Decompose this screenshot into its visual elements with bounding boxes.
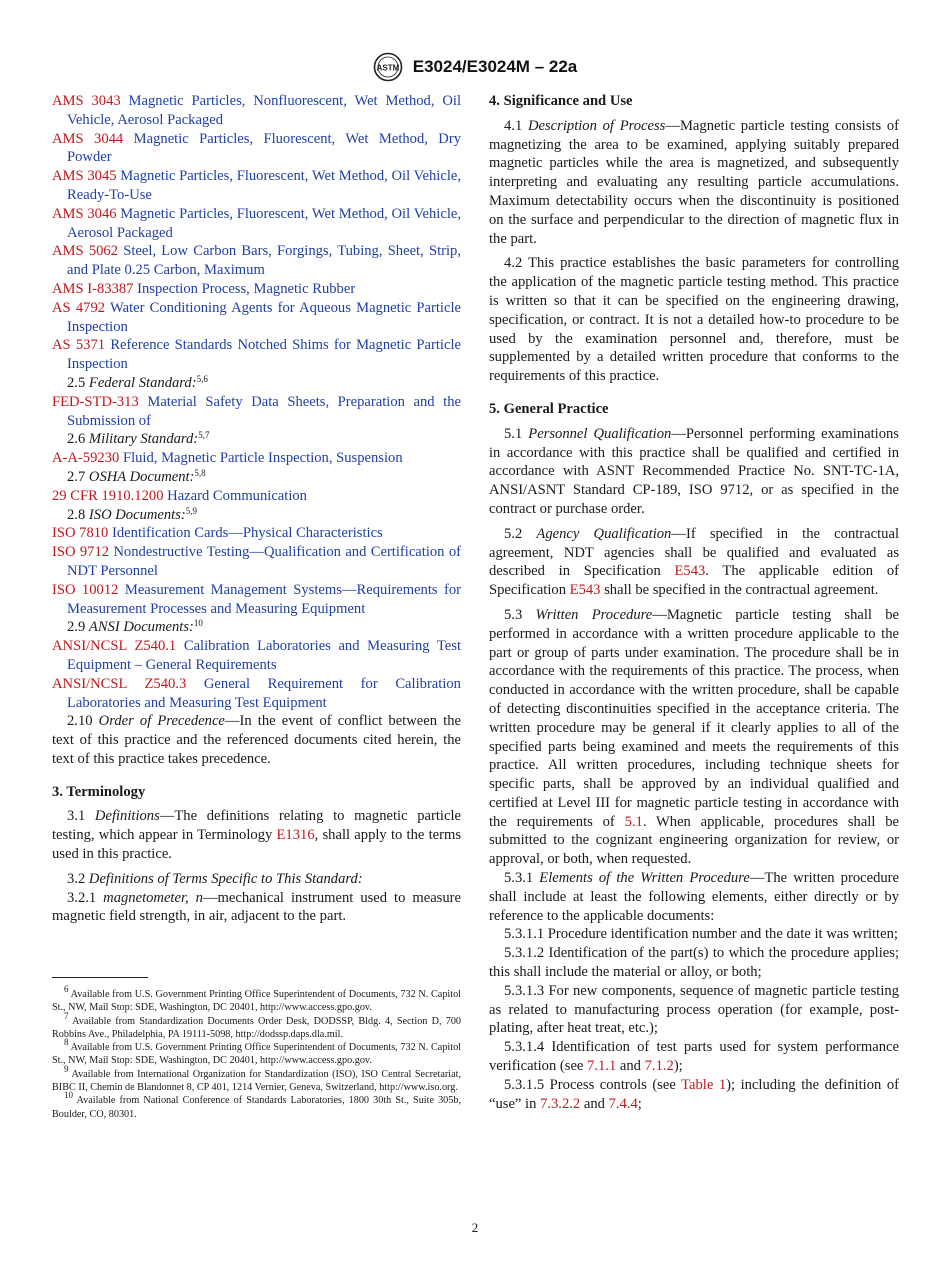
section-number: 2.6 <box>67 431 86 448</box>
cross-reference-link[interactable]: E543 <box>674 563 706 580</box>
subsection-title: Federal Standard: <box>88 374 197 391</box>
paragraph-text: shall be specified in the contractual agreement. <box>600 582 879 599</box>
reference-title[interactable]: Inspection Process, Magnetic Rubber <box>137 280 356 297</box>
reference-item <box>52 280 461 299</box>
footnote-number: 8 <box>64 1037 69 1048</box>
reference-code[interactable]: ANSI/NCSL Z540.3 <box>52 675 187 692</box>
paragraph-text: —If specified in the contractual agreement, NDT agencies shall be qualified and evaluated as described in Specification <box>489 525 899 580</box>
section-number: 2.7 <box>67 468 86 485</box>
paragraph-text: —Magnetic particle testing consists of magnetizing the area to be examined, applying suitably prepared magnetic particles while the area is magnetized, and subsequently interpreting and evaluating any resulting particle accumulations. Maximum detectability occurs when the discontinuity is positioned on the surface and perpendicular to the direction of magnetic flux in the part. <box>489 117 900 247</box>
footnote <box>52 1037 462 1068</box>
reference-code[interactable]: AMS 3046 <box>52 205 117 222</box>
paragraph-title: Written Procedure <box>535 606 653 623</box>
paragraph-2-10 <box>52 712 461 768</box>
reference-code[interactable]: FED-STD-313 <box>52 393 139 410</box>
footnote <box>52 984 462 1015</box>
cross-reference-link[interactable]: 7.1.2 <box>644 1058 674 1075</box>
footnote-marker: 5,9 <box>185 505 198 516</box>
reference-title[interactable]: Magnetic Particles, Fluorescent, Wet Method, Oil Vehicle, Aerosol Packaged <box>67 205 462 241</box>
astm-logo-text: ASTM <box>376 63 400 73</box>
paragraph-5-1 <box>489 425 899 519</box>
subsection-title: Military Standard: <box>88 431 199 448</box>
reference-title[interactable]: Hazard Communication <box>167 487 307 504</box>
reference-item <box>52 581 461 619</box>
reference-title[interactable]: Identification Cards—Physical Characteristics <box>112 525 383 542</box>
paragraph-text: —Magnetic particle testing shall be performed in accordance with a written procedure applicable to the part or group of parts under examination. The procedure shall be in accordance with the requirements of this practice. The process, when conducted in accordance with the written procedure, shall be capable of detecting discontinuities specified in the acceptance criteria. The written procedure may be general if it clearly applies to all of the specified parts being examined and meets the requirements of this practice. All written procedures, including technique sheets for specific parts, shall be approved by an individual qualified and certified at Level III for magnetic particle testing in accordance with the requirements of <box>489 606 899 830</box>
reference-title[interactable]: Reference Standards Notched Shims for Magnetic Particle Inspection <box>67 337 461 373</box>
footnote-number: 7 <box>64 1010 69 1021</box>
standard-designation: E3024/E3024M – 22a <box>412 57 578 76</box>
paragraph-title: Order of Precedence <box>98 713 225 730</box>
footnote-marker: 5,8 <box>194 467 206 478</box>
cross-reference-link[interactable]: 5.1 <box>624 813 643 830</box>
paragraph-text: . When applicable, procedures shall be submitted to the cognizant engineering organization for review, or approval, or both, when requested. <box>489 813 899 868</box>
reference-title[interactable]: Water Conditioning Agents for Aqueous Magnetic Particle Inspection <box>67 299 461 335</box>
paragraph-4-1 <box>489 117 899 249</box>
section-number: 2.9 <box>67 619 86 636</box>
reference-item <box>52 675 461 713</box>
subsection-title: ANSI Documents: <box>88 619 194 636</box>
defined-term: magnetometer, n <box>103 889 203 906</box>
footnote-marker: 5,6 <box>196 373 208 384</box>
paragraph-text: ); including the definition of “use” in <box>489 1076 899 1112</box>
paragraph-5-2 <box>489 525 899 600</box>
reference-code[interactable]: AS 4792 <box>52 299 106 316</box>
reference-item <box>52 92 461 130</box>
footnote-marker: 10 <box>193 618 203 629</box>
reference-item <box>52 130 461 168</box>
cross-reference-link[interactable]: E1316 <box>276 827 315 844</box>
section-number: 3.2 <box>67 870 86 887</box>
section-number: 5.2 <box>504 525 523 542</box>
paragraph-text: Procedure identification number and the date it was written; <box>547 926 898 943</box>
paragraph-text: , shall apply to the terms used in this practice. <box>52 827 461 863</box>
reference-title[interactable]: Material Safety Data Sheets, Preparation and the Submission of <box>67 393 461 429</box>
paragraph-5-3-1-3 <box>489 982 899 1038</box>
reference-code[interactable]: AMS 3043 <box>52 93 121 109</box>
cross-reference-link[interactable]: Table 1 <box>681 1076 727 1093</box>
section-number: 5.3.1.5 <box>504 1076 545 1093</box>
section-number: 2.8 <box>67 506 86 523</box>
reference-title[interactable]: Measurement Management Systems—Requirements for Measurement Processes and Measuring Equipment <box>67 581 462 617</box>
reference-item <box>52 167 461 205</box>
reference-title[interactable]: Calibration Laboratories and Measuring Test Equipment – General Requirements <box>67 638 461 673</box>
cross-reference-link[interactable]: 7.1.1 <box>587 1058 617 1075</box>
paragraph-5-3-1 <box>489 869 899 925</box>
footnote <box>52 1010 462 1042</box>
paragraph-5-3-1-2 <box>489 944 899 982</box>
section-number: 5.3 <box>504 606 523 623</box>
section-heading-significance: 4. Significance and Use <box>489 93 633 109</box>
reference-title[interactable]: Nondestructive Testing—Qualification and Certification of NDT Personnel <box>67 544 461 579</box>
cross-reference-link[interactable]: 7.4.4 <box>608 1095 638 1112</box>
section-heading-general-practice: 5. General Practice <box>489 400 609 417</box>
paragraph-3-1 <box>52 807 461 863</box>
reference-item <box>52 242 461 280</box>
paragraph-title: Definitions of Terms Specific to This Standard: <box>88 870 363 887</box>
footnote-text: Available from National Conference of Standards Laboratories, 1800 30th St., Suite 305b, Boulder, CO, 80301. <box>52 1095 461 1120</box>
reference-item <box>52 205 461 243</box>
footnote-number: 10 <box>64 1090 73 1101</box>
reference-code[interactable]: AMS 5062 <box>52 243 119 260</box>
subsection-heading <box>52 374 461 393</box>
paragraph-text: Process controls (see <box>549 1076 682 1093</box>
paragraph-text: . The applicable edition of Specification <box>489 563 899 599</box>
astm-logo-icon <box>373 52 403 82</box>
paragraph-text: —The written procedure shall include at least the following elements, either directly or by reference to the applicable documents: <box>489 870 899 924</box>
paragraph-4-2 <box>489 254 899 386</box>
footnote-number: 9 <box>64 1063 69 1074</box>
section-number: 4.1 <box>504 117 523 134</box>
subsection-heading <box>52 618 461 637</box>
reference-code[interactable]: ISO 7810 <box>52 525 109 542</box>
paragraph-text: This practice establishes the basic parameters for controlling the application of the magnetic particle testing method. This practice is written so that it can be specified on the engineering drawing, specification, or contract. It is not a detailed how-to procedure to be used by the examination personnel and, therefore, must be supplemented by a detailed written procedure that conforms to the requirements of this practice. <box>489 255 899 385</box>
reference-item <box>52 637 461 675</box>
reference-code[interactable]: AMS I-83387 <box>52 280 134 297</box>
subsection-heading <box>52 506 461 525</box>
paragraph-3-2 <box>52 870 461 889</box>
paragraph-5-3 <box>489 606 899 869</box>
reference-title[interactable]: Magnetic Particles, Fluorescent, Wet Method, Oil Vehicle, Ready-To-Use <box>67 168 462 203</box>
reference-title[interactable]: Magnetic Particles, Nonfluorescent, Wet Method, Oil Vehicle, Aerosol Packaged <box>67 93 462 128</box>
reference-title[interactable]: Steel, Low Carbon Bars, Forgings, Tubing, Sheet, Strip, and Plate 0.25 Carbon, Maximum <box>67 243 461 279</box>
paragraph-title: Elements of the Written Procedure <box>539 870 750 887</box>
reference-code[interactable]: AMS 3044 <box>52 130 124 147</box>
paragraph-5-3-1-4 <box>489 1038 899 1076</box>
reference-title[interactable]: Magnetic Particles, Fluorescent, Wet Method, Dry Powder <box>67 130 462 166</box>
cross-reference-link[interactable]: E543 <box>569 582 601 599</box>
reference-item <box>52 336 461 374</box>
subsection-title: ISO Documents: <box>88 506 186 523</box>
paragraph-text: —mechanical instrument used to measure magnetic field strength, in air, adjacent to the part. <box>52 889 461 925</box>
paragraph-title: Agency Qualification <box>536 525 672 542</box>
section-number: 2.5 <box>67 374 86 391</box>
page-number: 2 <box>471 1220 479 1235</box>
reference-item <box>52 543 461 581</box>
reference-item <box>52 524 461 543</box>
right-column <box>489 92 899 1113</box>
paragraph-title: Personnel Qualification <box>528 425 672 442</box>
reference-item <box>52 487 461 506</box>
subsection-title: OSHA Document: <box>88 468 195 485</box>
reference-item <box>52 393 461 431</box>
paragraph-text: and <box>580 1095 609 1112</box>
section-number: 3.2.1 <box>67 889 97 906</box>
reference-item <box>52 299 461 337</box>
paragraph-text: and <box>616 1058 645 1075</box>
paragraph-text: —The definitions relating to magnetic particle testing, which appear in Terminology <box>52 808 461 844</box>
paragraph-text: For new components, sequence of magnetic particle testing as related to manufacturing process operation (for example, post-plating, after heat treat, etc.); <box>489 982 899 1037</box>
paragraph-3-2-1 <box>52 889 461 927</box>
reference-title[interactable]: General Requirement for Calibration Laboratories and Measuring Test Equipment <box>67 675 461 711</box>
footnote-text: Available from Standardization Documents Order Desk, DODSSP, Bldg. 4, Section D, 700 Robbins Ave., Philadelphia, PA 19111-5098, http://dodssp.daps.dla.mil. <box>52 1015 462 1040</box>
section-number: 5.3.1.3 <box>504 982 545 999</box>
reference-code[interactable]: 29 CFR 1910.1200 <box>52 487 164 504</box>
section-number: 3.1 <box>67 808 86 825</box>
section-number: 5.3.1.4 <box>504 1039 545 1056</box>
section-heading-terminology: 3. Terminology <box>52 783 146 800</box>
section-number: 2.10 <box>67 713 93 730</box>
reference-code[interactable]: AMS 3045 <box>52 168 117 185</box>
paragraph-text: —Personnel performing examinations in accordance with this practice shall be qualified and certified in accordance with ASNT Recommended Practice No. SNT-TC-1A, ANSI/ASNT Standard CP-189, ISO 9712, or as specified in the contract or purchase order. <box>489 425 899 517</box>
reference-code[interactable]: A-A-59230 <box>52 450 120 467</box>
reference-code[interactable]: ANSI/NCSL Z540.1 <box>52 638 177 655</box>
paragraph-5-3-1-1 <box>489 925 899 944</box>
footnote-text: Available from International Organization for Standardization (ISO), ISO Central Secretariat, BIBC II, Chemin de Blandonnet 8, CP 401, 1214 Vernier, Geneva, Switzerland, http://www.iso.org. <box>52 1068 461 1094</box>
footnote-text: Available from U.S. Government Printing Office Superintendent of Documents, 732 N. Capitol St., NW, Mail Stop: SDE, Washington, DC 20401, http://www.access.gpo.gov. <box>52 1042 462 1067</box>
subsection-heading <box>52 468 461 487</box>
paragraph-5-3-1-5 <box>489 1076 899 1114</box>
paragraph-text: Identification of test parts used for system performance verification (see <box>489 1039 899 1075</box>
section-number: 5.3.1.1 <box>504 926 545 943</box>
footnote <box>52 1090 461 1121</box>
section-number: 5.3.1.2 <box>504 945 545 962</box>
footnote-marker: 5,7 <box>198 430 210 441</box>
footnote-text: Available from U.S. Government Printing Office Superintendent of Documents, 732 N. Capitol St., NW, Mail Stop: SDE, Washington, DC 20401, http://www.access.gpo.gov. <box>52 989 462 1014</box>
page-header <box>0 52 950 82</box>
section-number: 5.1 <box>504 425 523 442</box>
footnote-divider <box>52 977 148 978</box>
reference-code[interactable]: AS 5371 <box>52 337 106 354</box>
reference-code[interactable]: ISO 10012 <box>52 581 119 598</box>
left-column <box>52 92 461 926</box>
reference-item <box>52 449 461 468</box>
paragraph-text: Identification of the part(s) to which the procedure applies; this shall include the material or alloy, or both; <box>489 945 899 981</box>
reference-title[interactable]: Fluid, Magnetic Particle Inspection, Suspension <box>122 450 403 467</box>
paragraph-title: Definitions <box>94 808 160 825</box>
cross-reference-link[interactable]: 7.3.2.2 <box>540 1095 581 1112</box>
footnote-number: 6 <box>64 984 69 994</box>
footnotes <box>52 977 461 1121</box>
paragraph-text: —In the event of conflict between the text of this practice and the referenced documents cited herein, the text of this practice takes precedence. <box>52 713 461 767</box>
section-number: 4.2 <box>504 255 523 272</box>
reference-code[interactable]: ISO 9712 <box>52 544 110 561</box>
paragraph-title: Description of Process <box>527 117 666 134</box>
section-number: 5.3.1 <box>504 870 534 887</box>
subsection-heading <box>52 430 461 449</box>
paragraph-text: ; <box>637 1095 642 1112</box>
footnote <box>52 1063 461 1095</box>
paragraph-text: ); <box>673 1058 683 1075</box>
